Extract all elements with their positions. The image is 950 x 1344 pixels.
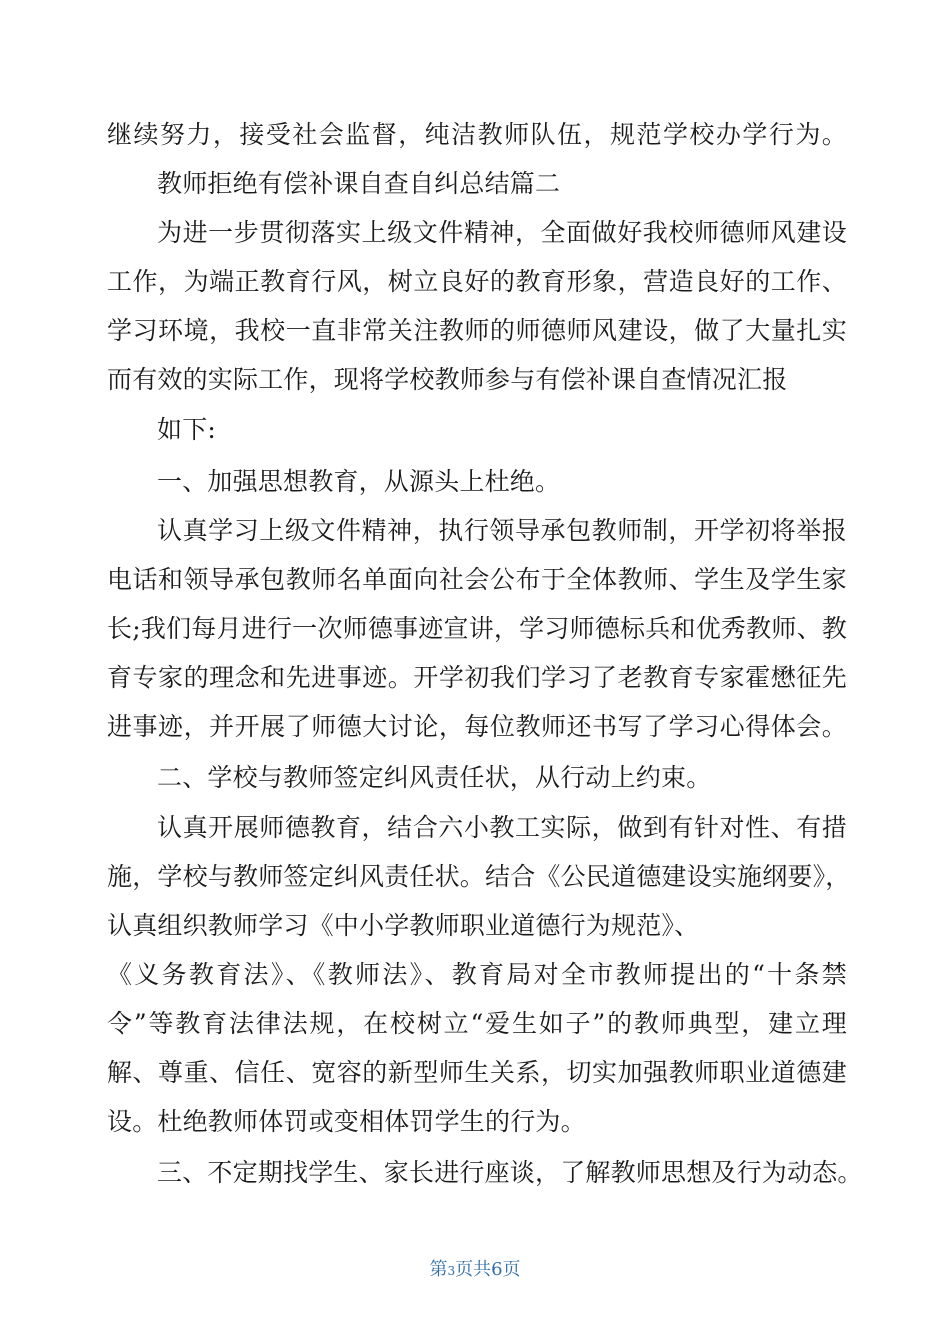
text-line: 工作，为端正教育行风，树立良好的教育形象，营造良好的工作、: [107, 267, 847, 296]
text-line: 而有效的实际工作，现将学校教师参与有偿补课自查情况汇报: [107, 365, 788, 394]
text-line: 为进一步贯彻落实上级文件精神，全面做好我校师德师风建设: [157, 218, 847, 247]
text-line: 长;我们每月进行一次师德事迹宣讲，学习师德标兵和优秀教师、教: [107, 614, 847, 643]
text-line: 如下:: [157, 415, 217, 444]
heading-three: 三、不定期找学生、家长进行座谈，了解教师思想及行为动态。: [157, 1158, 863, 1187]
section-title: 教师拒绝有偿补课自查自纠总结篇二: [157, 169, 561, 198]
footer-middle: 页共: [455, 1259, 492, 1280]
text-line: 认真学习上级文件精神，执行领导承包教师制，开学初将举报: [157, 516, 847, 545]
text-line: 进事迹，并开展了师德大讨论，每位教师还书写了学习心得体会。: [107, 712, 847, 741]
heading-one: 一、加强思想教育，从源头上杜绝。: [157, 467, 561, 496]
text-line: 施，学校与教师签定纠风责任状。结合《公民道德建设实施纲要》，: [107, 862, 851, 891]
text-line: 《义务教育法》、《教师法》、教育局对全市教师提出的“十条禁: [107, 960, 847, 989]
footer-page-number: 3: [447, 1264, 456, 1278]
text-line: 学习环境，我校一直非常关注教师的师德师风建设，做了大量扎实: [107, 316, 847, 345]
footer-prefix: 第: [429, 1259, 448, 1280]
text-line: 育专家的理念和先进事迹。开学初我们学习了老教育专家霍懋征先: [107, 663, 847, 692]
page-footer: [0, 1256, 950, 1284]
heading-two: 二、学校与教师签定纠风责任状，从行动上约束。: [157, 763, 712, 792]
text-line: 继续努力，接受社会监督，纯洁教师队伍，规范学校办学行为。: [107, 120, 847, 149]
text-line: 令”等教育法律法规，在校树立“爱生如子”的教师典型，建立理: [107, 1009, 847, 1038]
text-line: 设。杜绝教师体罚或变相体罚学生的行为。: [107, 1107, 586, 1136]
text-line: 认真开展师德教育，结合六小教工实际，做到有针对性、有措: [157, 813, 847, 842]
footer-suffix: 页: [502, 1259, 521, 1280]
footer-total-pages: 6: [491, 1259, 503, 1280]
text-line: 认真组织教师学习《中小学教师职业道德行为规范》、: [107, 911, 700, 940]
text-line: 电话和领导承包教师名单面向社会公布于全体教师、学生及学生家: [107, 565, 847, 594]
text-line: 解、尊重、信任、宽容的新型师生关系，切实加强教师职业道德建: [107, 1058, 847, 1087]
